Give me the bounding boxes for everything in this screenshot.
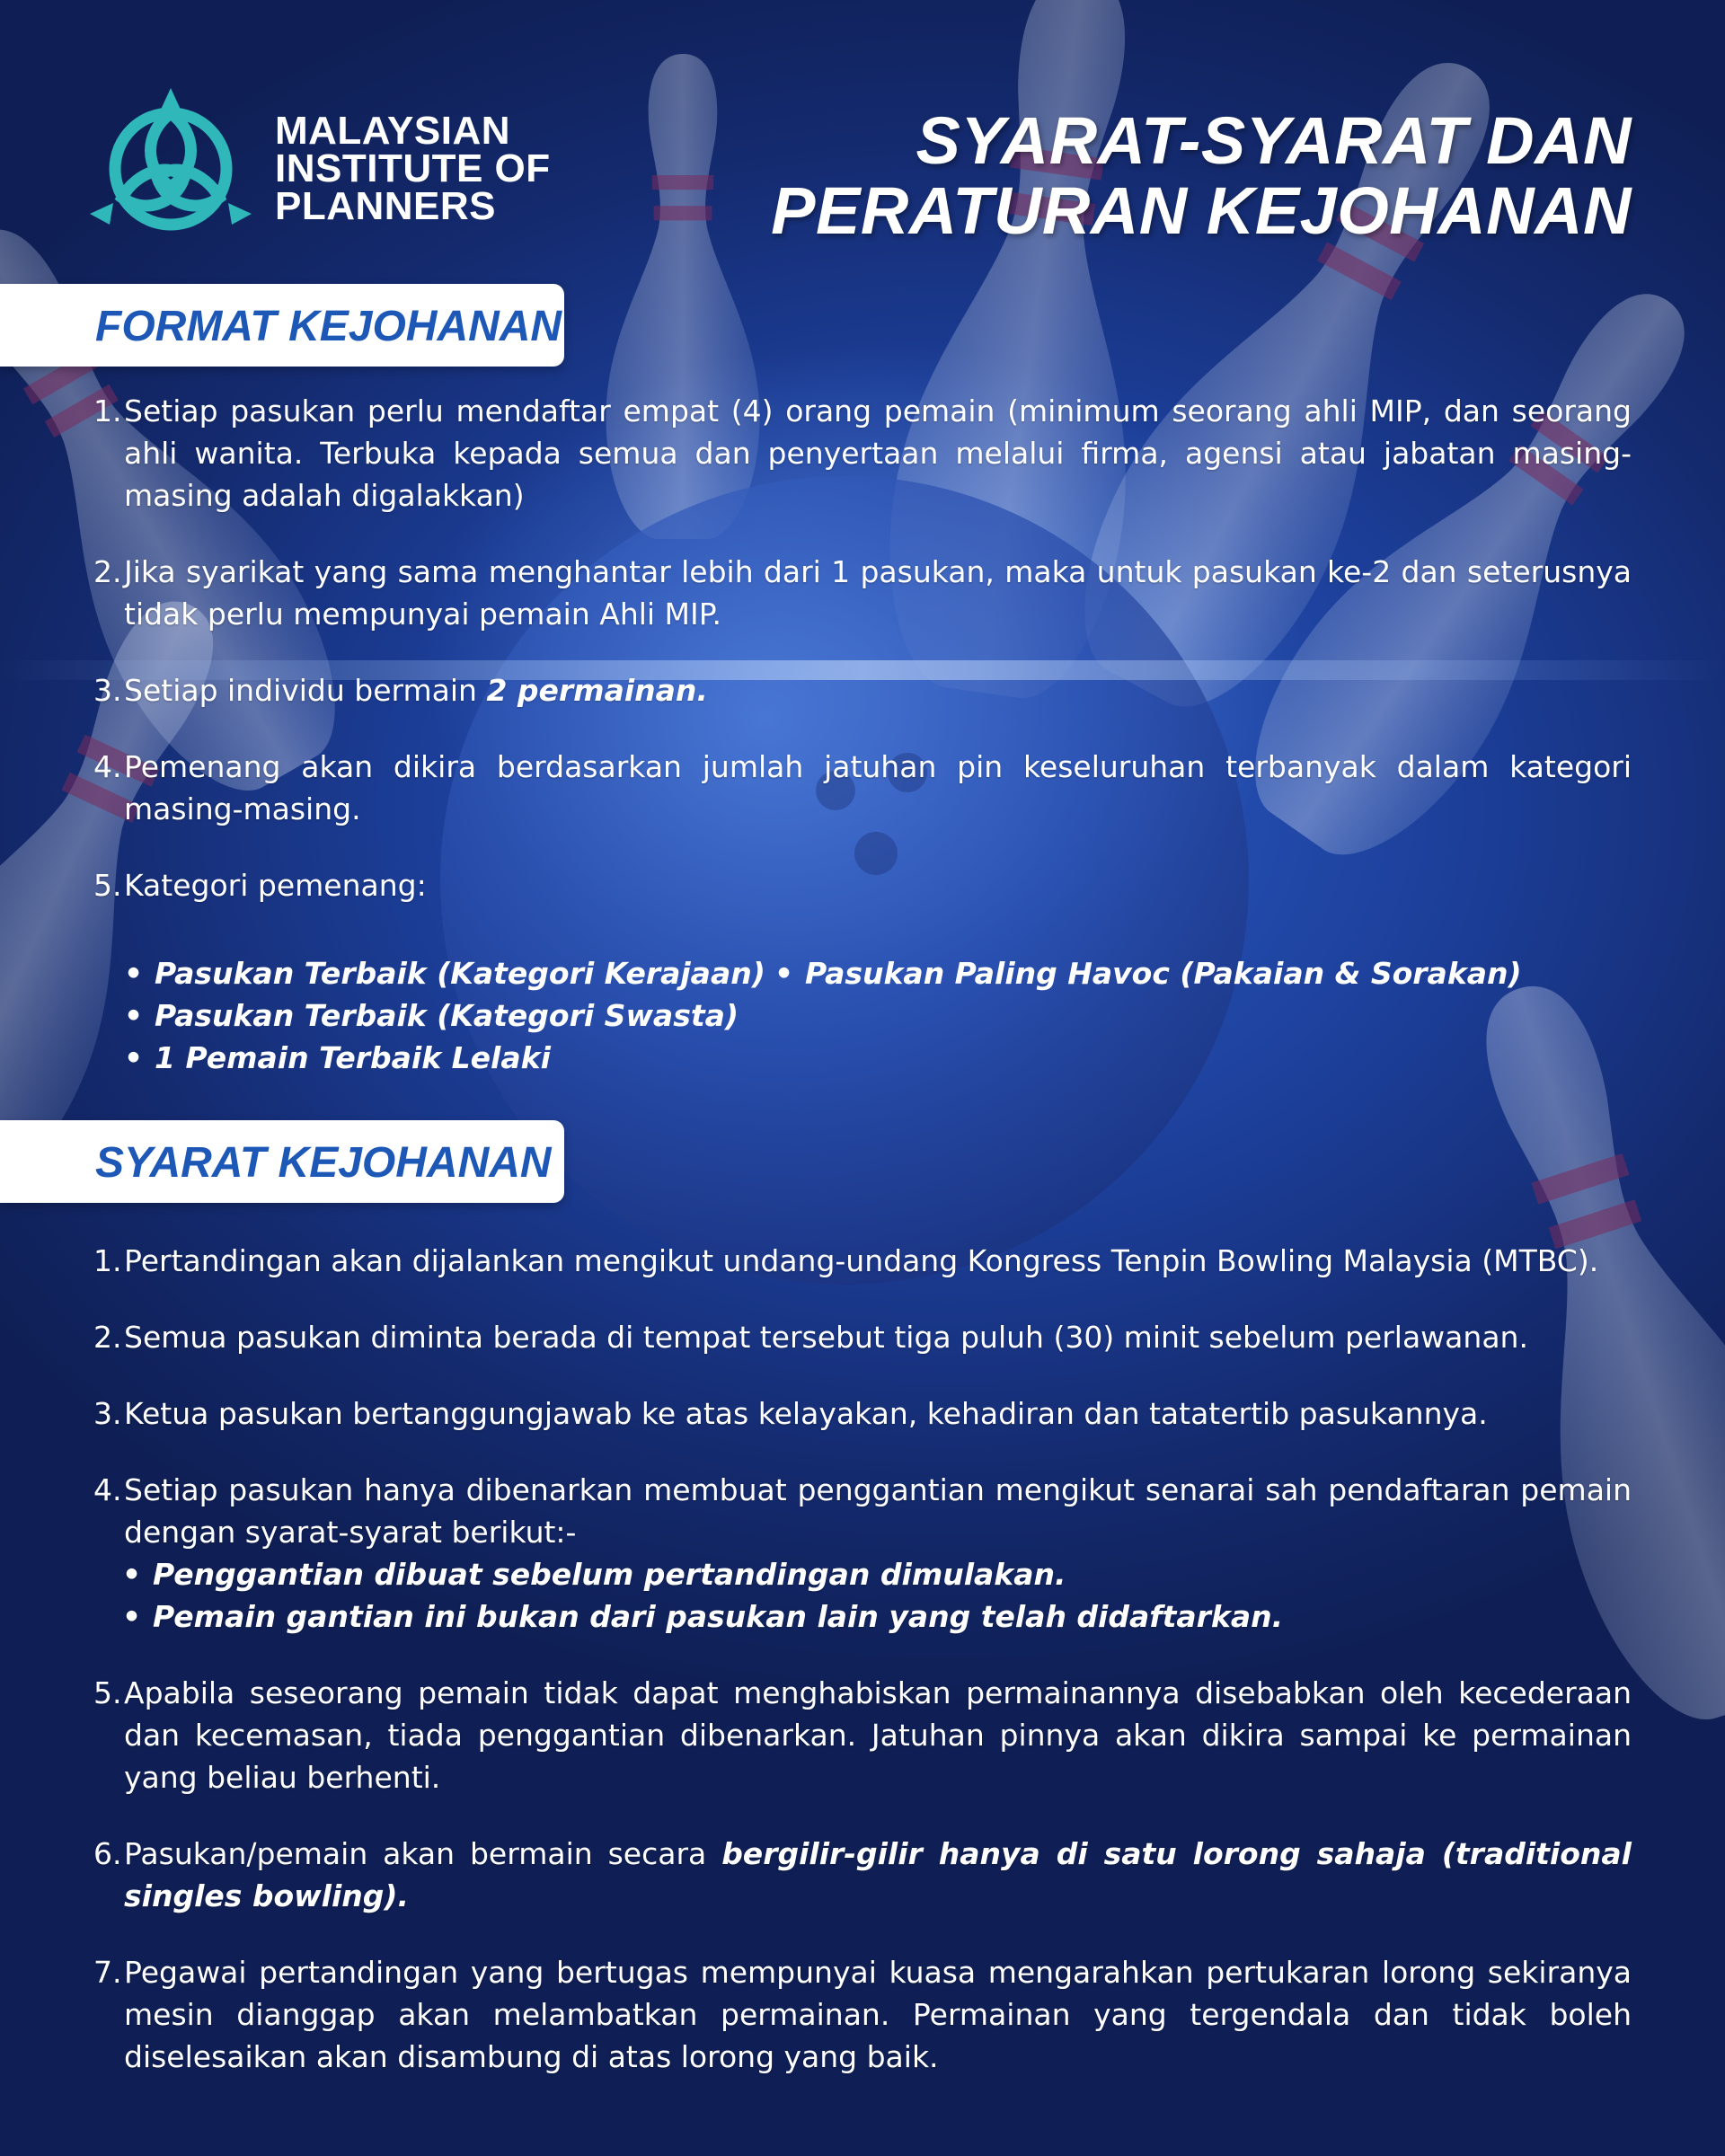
syarat-list — [93, 1240, 1632, 2078]
syarat-section-heading: SYARAT KEJOHANAN — [95, 1139, 552, 1187]
list-item: 2. Semua pasukan diminta berada di tempat tersebut tiga puluh (30) minit sebelum perlawanan. — [93, 1320, 1528, 1355]
format-section-heading: FORMAT KEJOHANAN — [95, 303, 562, 350]
category-item: • Pasukan Paling Havoc (Pakaian & Sorakan) — [773, 952, 1522, 994]
list-item: 3. Setiap individu bermain 2 permainan. — [93, 673, 708, 708]
category-item: • Pasukan Terbaik (Kategori Swasta) — [122, 994, 765, 1037]
format-section-tab — [0, 284, 564, 367]
condition-item: • Pemain gantian ini bukan dari pasukan lain yang telah didaftarkan. — [120, 1595, 1628, 1638]
list-item: 7. Pegawai pertandingan yang bertugas mempunyai kuasa mengarahkan pertukaran lorong sekiranya mesin dianggap akan melambatkan permainan. Permainan yang tergendala dan tidak boleh diselesaikan akan disambung di atas lorong yang baik. — [93, 1955, 1632, 2074]
condition-item: • Penggantian dibuat sebelum pertandingan dimulakan. — [120, 1553, 1628, 1595]
page-title — [771, 103, 1632, 248]
list-item: 1. Setiap pasukan perlu mendaftar empat (4) orang pemain (minimum seorang ahli MIP, dan seorang ahli wanita. Terbuka kepada semua dan penyertaan melalui firma, agensi atau jabatan masing-masing adalah digalakkan) — [93, 393, 1632, 513]
category-item: • 1 Pemain Terbaik Lelaki — [122, 1037, 765, 1079]
winner-categories-left — [122, 952, 765, 1079]
substitution-conditions — [120, 1553, 1628, 1638]
logo-line-2: INSTITUTE OF — [275, 146, 551, 190]
list-item: 3. Ketua pasukan bertanggungjawab ke atas kelayakan, kehadiran dan tatatertib pasukannya. — [93, 1396, 1488, 1431]
format-list — [93, 390, 1632, 906]
list-item: 4. Setiap pasukan hanya dibenarkan membuat penggantian mengikut senarai sah pendaftaran pemain dengan syarat-syarat berikut:- • Penggantian dibuat sebelum pertandingan dimulakan. • Pemain gantian ini bukan dari pasukan lain yang telah didaftarkan. — [93, 1469, 1632, 1638]
page-title-line-2: PERATURAN KEJOHANAN — [771, 173, 1632, 248]
mip-emblem-icon — [90, 88, 252, 250]
list-item: 2. Jika syarikat yang sama menghantar lebih dari 1 pasukan, maka untuk pasukan ke-2 dan seterusnya tidak perlu mempunyai pemain Ahli MIP. — [93, 554, 1632, 632]
list-item: 1. Pertandingan akan dijalankan mengikut undang-undang Kongress Tenpin Bowling Malaysia (MTBC). — [93, 1243, 1599, 1278]
list-item: 5. Kategori pemenang: — [93, 868, 427, 903]
syarat-section-tab — [0, 1120, 564, 1203]
category-item: • Pasukan Terbaik (Kategori Kerajaan) — [122, 952, 765, 994]
list-item: 5. Apabila seseorang pemain tidak dapat menghabiskan permainannya disebabkan oleh kecederaan dan kecemasan, tiada penggantian dibenarkan. Jatuhan pinnya akan dikira sampai ke permainan yang beliau berhenti. — [93, 1675, 1632, 1795]
logo-wordmark — [275, 109, 551, 228]
list-item: 6. Pasukan/pemain akan bermain secara bergilir-gilir hanya di satu lorong sahaja (traditional singles bowling). — [93, 1836, 1632, 1913]
winner-categories-right — [773, 952, 1522, 994]
page-title-line-1: SYARAT-SYARAT DAN — [916, 103, 1632, 178]
mip-logo — [90, 88, 551, 250]
logo-line-1: MALAYSIAN — [275, 109, 511, 153]
logo-line-3: PLANNERS — [275, 184, 497, 228]
list-item: 4. Pemenang akan dikira berdasarkan jumlah jatuhan pin keseluruhan terbanyak dalam kategori masing-masing. — [93, 749, 1632, 826]
